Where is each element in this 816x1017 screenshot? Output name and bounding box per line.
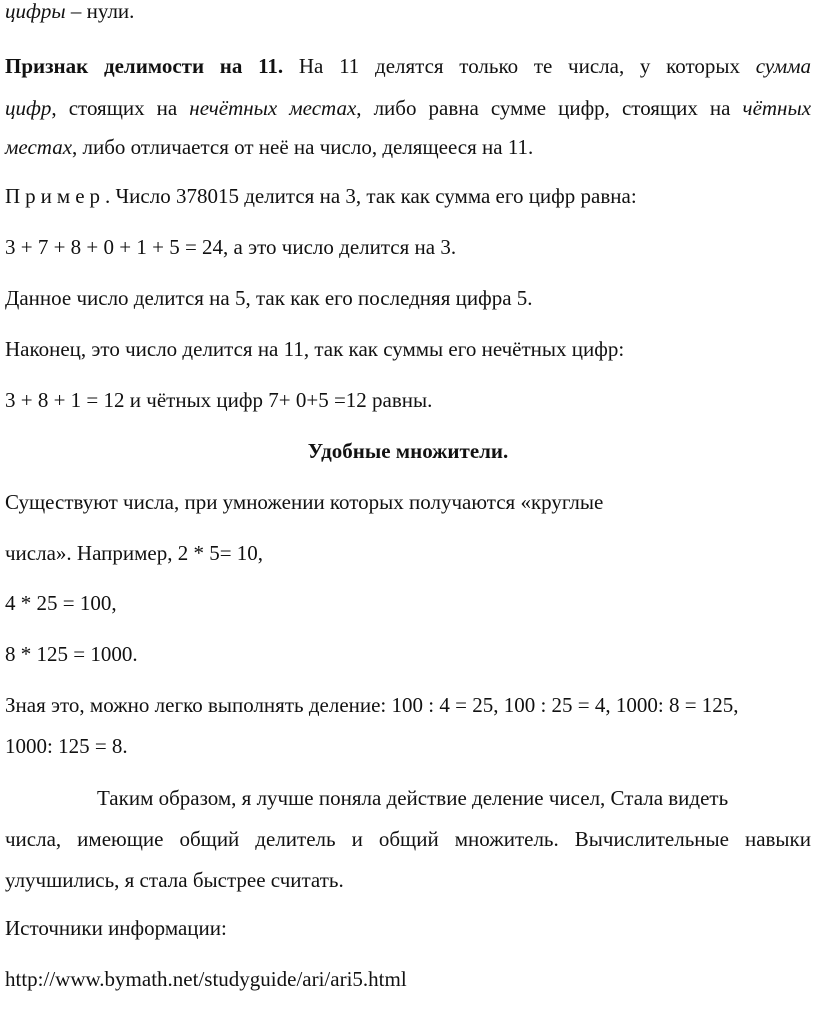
equation-1: 4 * 25 = 100, xyxy=(5,591,117,615)
sources-label: Источники информации: xyxy=(5,916,227,940)
sum-line: 3 + 7 + 8 + 0 + 1 + 5 = 24, а это число делится на 3. xyxy=(5,235,457,259)
rule-11-text-4: , либо отличается от неё на число, делящееся на 11. xyxy=(72,135,534,159)
example-line xyxy=(5,183,811,209)
italic-word: цифры xyxy=(5,0,66,23)
rule-11-heading: Признак делимости на 11. xyxy=(5,54,284,78)
rule-11-text-2: , стоящих на xyxy=(51,96,190,120)
division-line-1: Зная это, можно легко выполнять деление: 100 : 4 = 25, 100 : 25 = 4, 1000: 8 = 125, xyxy=(5,693,739,717)
round-line-1: Существуют числа, при умножении которых получаются «круглые xyxy=(5,490,604,514)
equation-2: 8 * 125 = 1000. xyxy=(5,642,138,666)
rule-11-italic-5: местах xyxy=(5,135,73,159)
example-text: . Число 378015 делится на 3, так как сумма его цифр равна: xyxy=(105,184,637,208)
conclusion-line-3: улучшились, я стала быстрее считать. xyxy=(5,868,344,892)
rule-11-italic-2: цифр xyxy=(5,96,52,120)
conclusion-line-2: числа, имеющие общий делитель и общий множитель. Вычислительные навыки xyxy=(5,827,811,851)
rule-11-italic-4: чётных xyxy=(742,96,812,120)
intro-tail-line xyxy=(5,0,811,24)
source-url-line xyxy=(5,966,811,992)
div11-line: Наконец, это число делится на 11, так как суммы его нечётных цифр: xyxy=(5,337,625,361)
rule-11-line-2 xyxy=(5,95,811,121)
intro-tail-text: – нули. xyxy=(65,0,135,23)
division-line-2: 1000: 125 = 8. xyxy=(5,734,128,758)
rule-11-line-3 xyxy=(5,134,811,160)
section-title: Удобные множители. xyxy=(307,439,509,463)
rule-11-line-1 xyxy=(5,53,811,79)
example-label: Пример xyxy=(5,184,106,208)
div5-line: Данное число делится на 5, так как его последняя цифра 5. xyxy=(5,286,533,310)
rule-11-italic-3: нечётных местах xyxy=(189,96,357,120)
source-link[interactable]: http://www.bymath.net/studyguide/ari/ari5.html xyxy=(5,967,407,991)
round-line-2: числа». Например, 2 * 5= 10, xyxy=(5,541,264,565)
odd-even-line: 3 + 8 + 1 = 12 и чётных цифр 7+ 0+5 =12 равны. xyxy=(5,388,433,412)
conclusion-line-1: Таким образом, я лучше поняла действие деление чисел, Стала видеть xyxy=(97,786,729,810)
rule-11-italic-1: сумма xyxy=(755,54,811,78)
rule-11-text-3: , либо равна сумме цифр, стоящих на xyxy=(356,96,743,120)
rule-11-text-1: На 11 делятся только те числа, у которых xyxy=(283,54,756,78)
